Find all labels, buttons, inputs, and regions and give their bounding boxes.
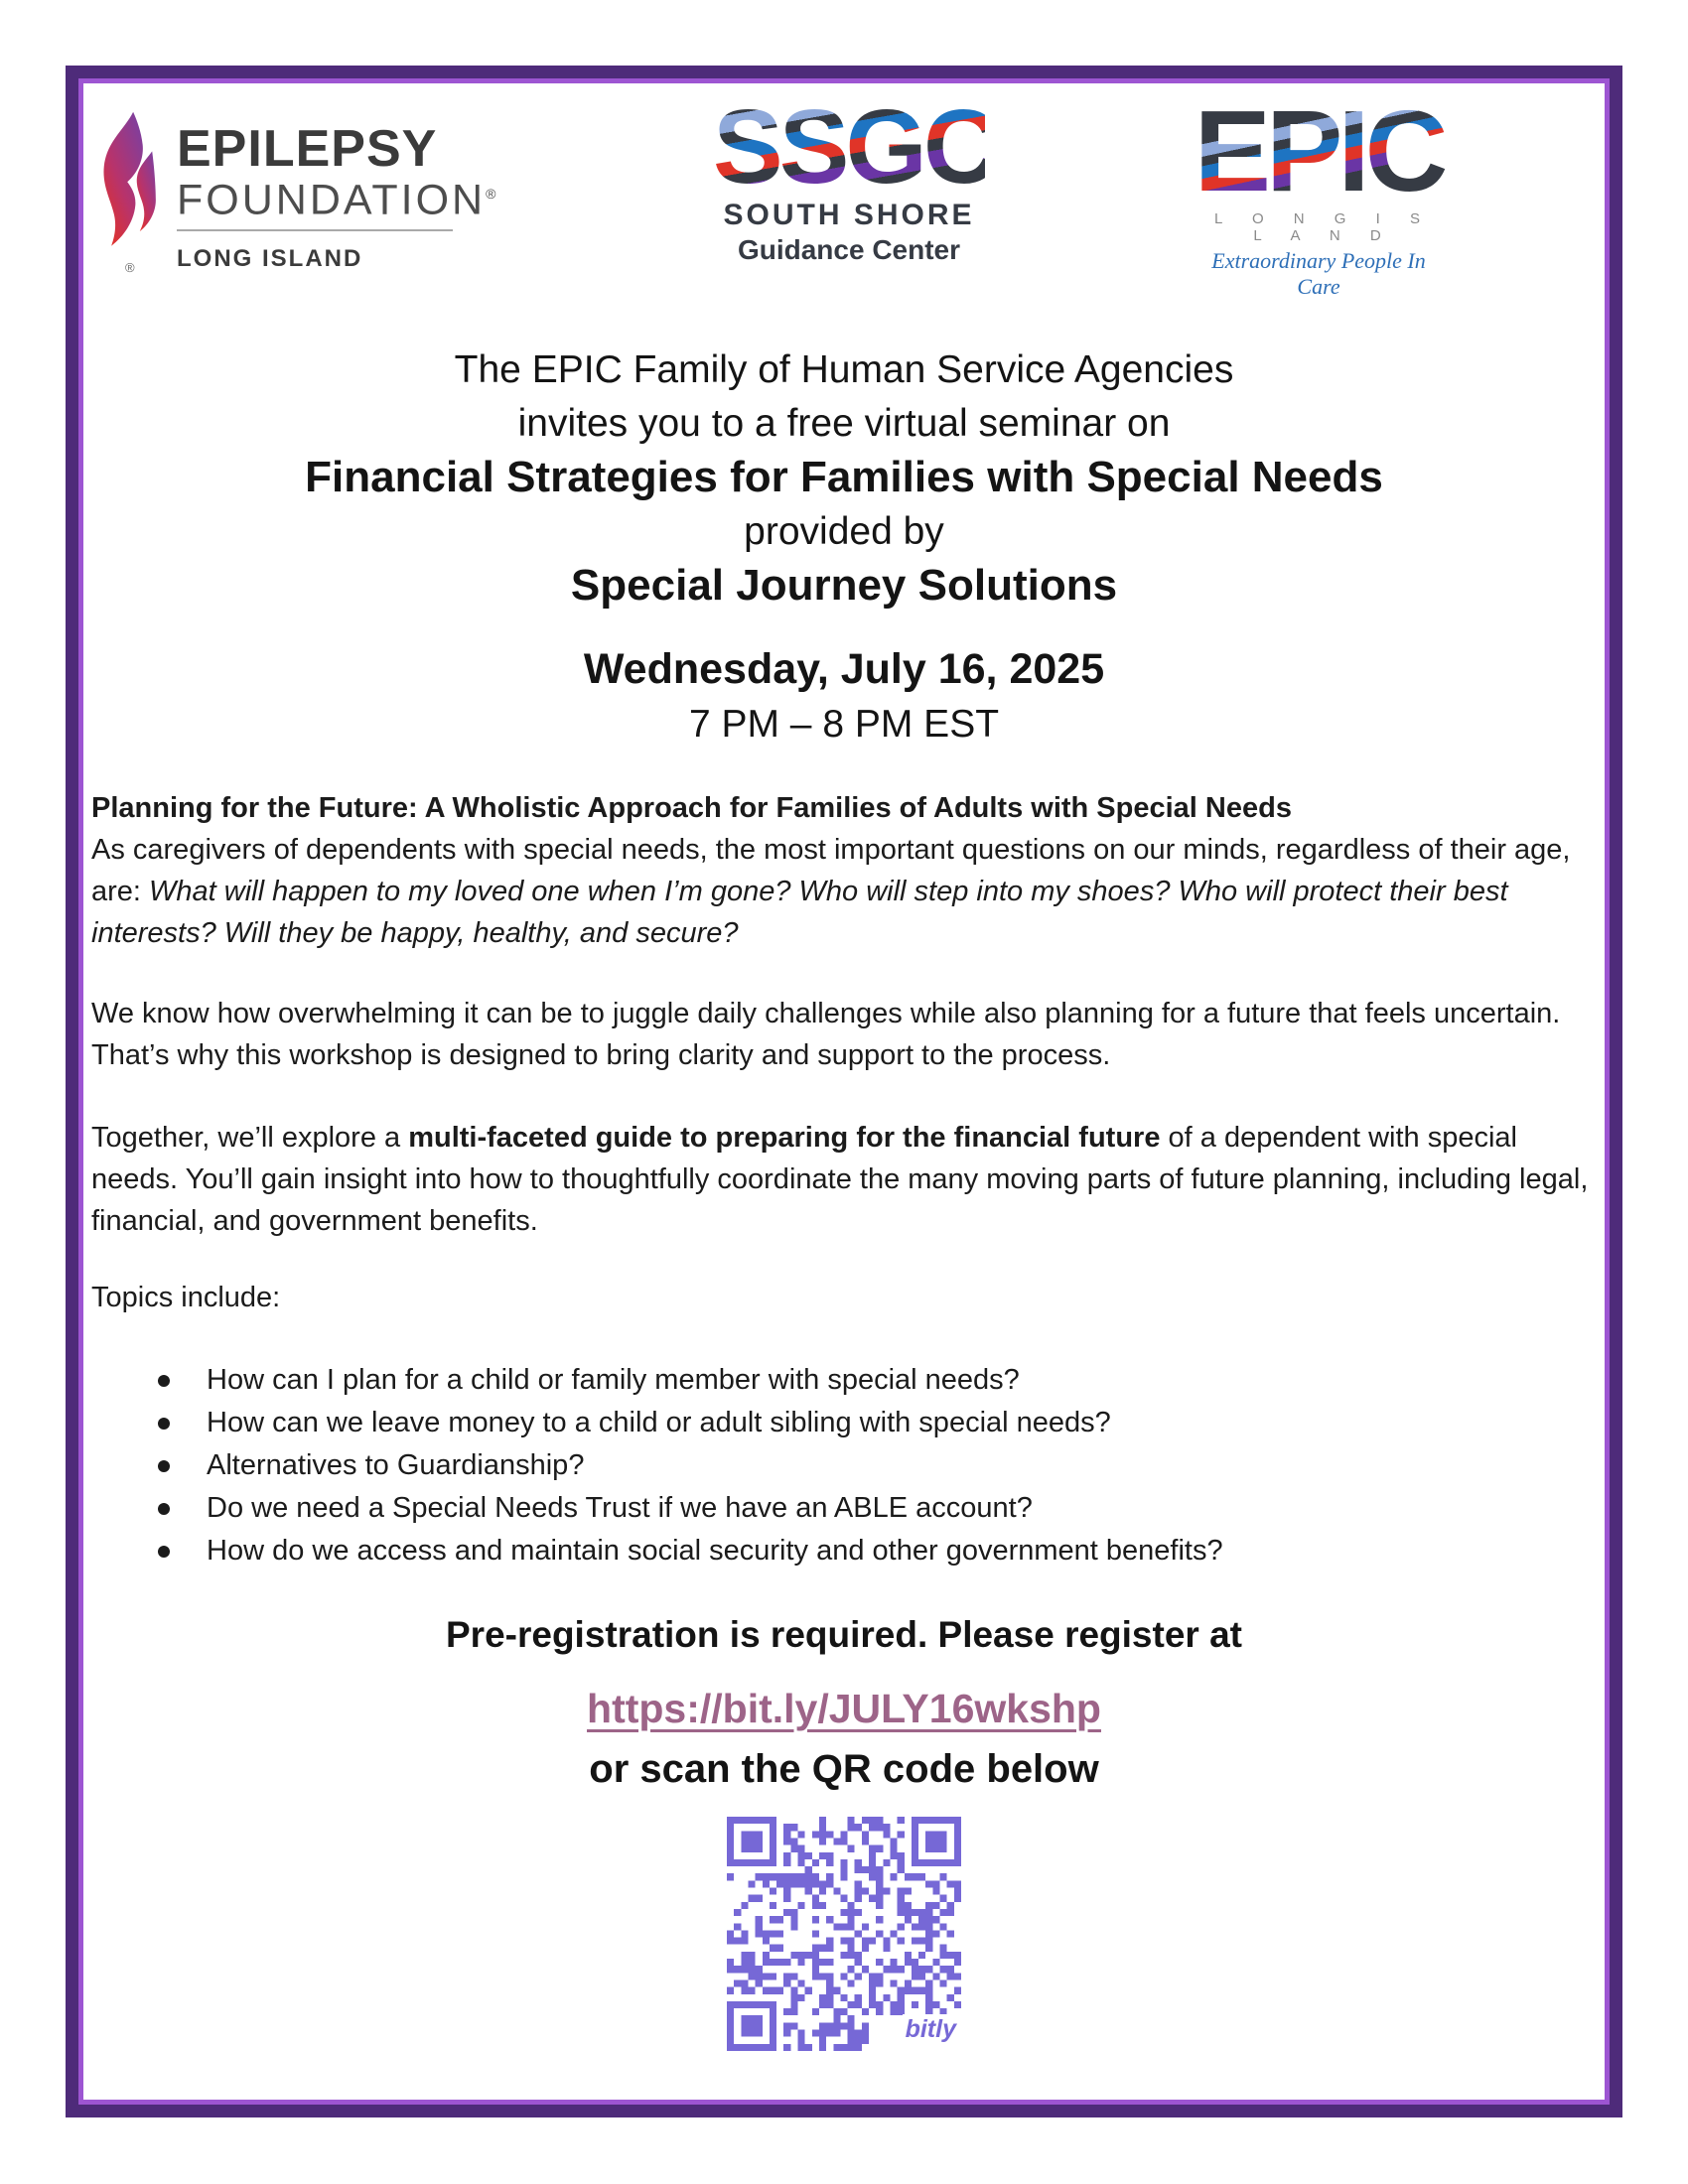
ssgc-wordmark: SSGC xyxy=(713,88,996,205)
registration-link[interactable]: https://bit.ly/JULY16wkshp xyxy=(587,1686,1101,1731)
invite-line-1: The EPIC Family of Human Service Agencies xyxy=(454,348,1234,391)
epilepsy-foundation-logo xyxy=(95,94,498,273)
bitly-wordmark: bitly xyxy=(903,2014,959,2045)
epic-logo xyxy=(1192,86,1446,300)
topic-item: Do we need a Special Needs Trust if we have an ABLE account? xyxy=(91,1487,1601,1530)
topic-item: How do we access and maintain social security and other government benefits? xyxy=(91,1530,1601,1572)
provided-by-label: provided by xyxy=(744,510,944,553)
qr-code xyxy=(727,1817,961,2051)
epilepsy-region-label: LONG ISLAND xyxy=(177,245,363,273)
logo-divider xyxy=(177,229,453,231)
epic-wordmark: EPIC xyxy=(1192,99,1446,203)
topic-item: Alternatives to Guardianship? xyxy=(91,1444,1601,1487)
trademark-symbol: ® xyxy=(125,260,135,275)
flame-icon xyxy=(95,94,161,275)
event-time: 7 PM – 8 PM EST xyxy=(688,703,1000,746)
event-date: Wednesday, July 16, 2025 xyxy=(583,645,1105,693)
foundation-wordmark: FOUNDATION® xyxy=(177,176,499,224)
intro-paragraph xyxy=(91,787,1609,954)
ssgc-guidance-center-label: Guidance Center xyxy=(737,234,961,265)
intro-heading: Planning for the Future: A Wholistic Approach for Families of Adults with Special Needs xyxy=(91,792,1292,824)
epic-tagline: Extraordinary People In Care xyxy=(1211,248,1426,299)
invite-line-2: invites you to a free virtual seminar on xyxy=(517,402,1171,445)
topics-list xyxy=(91,1359,1601,1572)
paragraph-guide: Together, we’ll explore a multi-faceted guide to preparing for the financial future of a dependent with special needs. You’ll gain insight into how to thoughtfully coordinate the many moving parts of future planning, including legal, financial, and government benefits. xyxy=(91,1122,1589,1237)
topic-item: How can I plan for a child or family member with special needs? xyxy=(91,1359,1601,1402)
epilepsy-wordmark: EPILEPSY xyxy=(177,120,438,178)
scan-instruction: or scan the QR code below xyxy=(589,1747,1099,1791)
intro-text: As caregivers of dependents with special needs, the most important questions on our minds, regardless of their age, are: What will happen to my loved one when I’m gone? Who will step into my shoes? Who will protect their best interests? Will they be happy, healthy, and secure? xyxy=(91,834,1571,949)
topics-label: Topics include: xyxy=(91,1282,281,1313)
preregistration-note: Pre-registration is required. Please register at xyxy=(446,1614,1242,1655)
epic-region-label: L O N G I S L A N D xyxy=(1214,210,1433,244)
paragraph-overwhelm: We know how overwhelming it can be to juggle daily challenges while also planning for a future that feels uncertain. That’s why this workshop is designed to bring clarity and support to the process. xyxy=(91,998,1561,1071)
topic-item: How can we leave money to a child or adult sibling with special needs? xyxy=(91,1402,1601,1444)
ssgc-logo xyxy=(713,88,996,266)
provider-name: Special Journey Solutions xyxy=(570,561,1118,610)
ssgc-south-shore-label: SOUTH SHORE xyxy=(723,199,975,231)
seminar-title: Financial Strategies for Families with Special Needs xyxy=(305,453,1383,501)
trademark-symbol: ® xyxy=(486,186,499,202)
event-datetime xyxy=(0,640,1688,751)
header-block xyxy=(0,342,1688,612)
